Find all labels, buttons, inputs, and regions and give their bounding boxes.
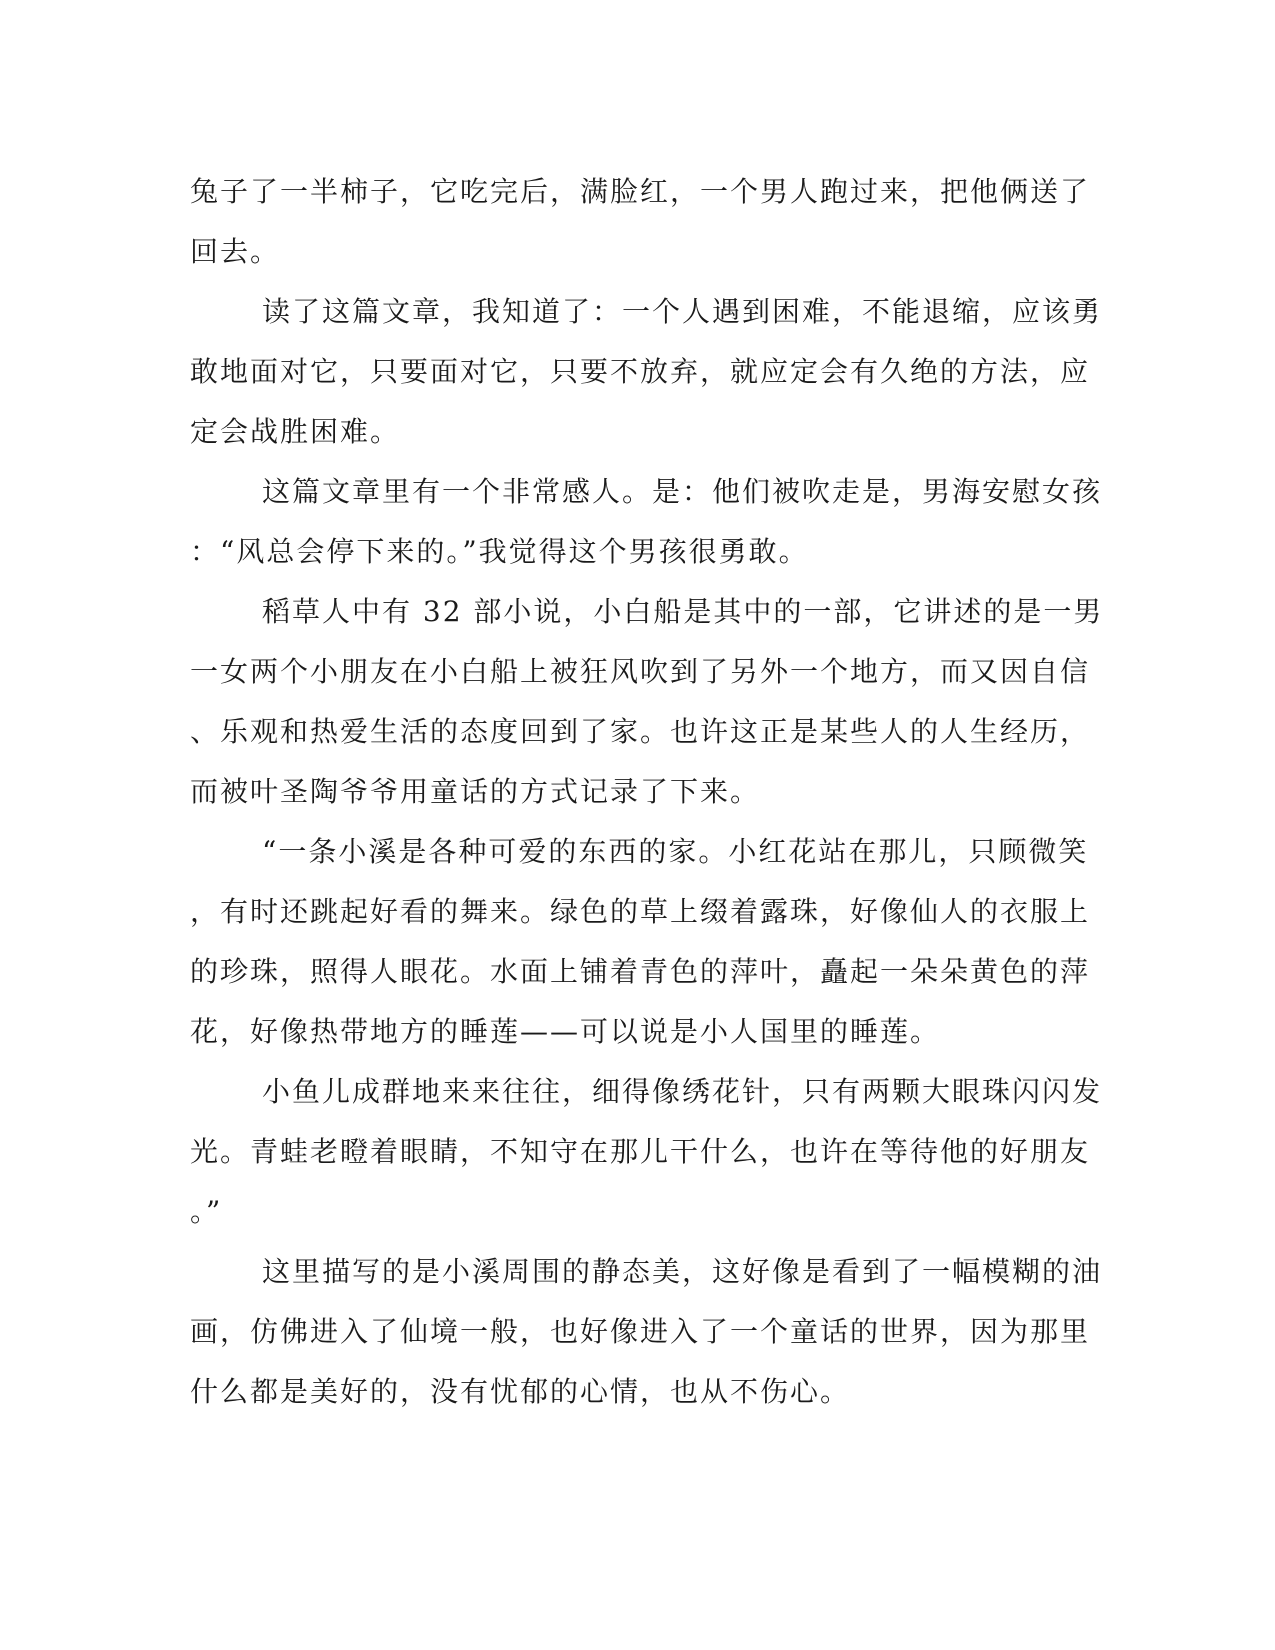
- text-line-3: 读了这篇文章，我知道了：一个人遇到困难，不能退缩，应该勇: [262, 295, 1103, 328]
- text-line-7: ：“风总会停下来的。”我觉得这个男孩很勇敢。: [190, 535, 809, 568]
- text-line-2: 回去。: [190, 235, 281, 268]
- text-line-4: 敢地面对它，只要面对它，只要不放弃，就应定会有久绝的方法，应: [190, 355, 1091, 388]
- text-line-20: 画，仿佛进入了仙境一般，也好像进入了一个童话的世界，因为那里: [190, 1315, 1091, 1348]
- body-text: [190, 162, 1104, 1422]
- text-line-12: “一条小溪是各种可爱的东西的家。小红花站在那儿，只顾微笑: [262, 835, 1089, 868]
- text-line-10: 、乐观和热爱生活的态度回到了家。也许这正是某些人的人生经历，: [190, 715, 1091, 748]
- text-line-5: 定会战胜困难。: [190, 415, 401, 448]
- text-line-1: 兔子了一半柿子，它吃完后，满脸红，一个男人跑过来，把他俩送了: [190, 175, 1091, 208]
- text-line-14: 的珍珠，照得人眼花。水面上铺着青色的萍叶，矗起一朵朵黄色的萍: [190, 955, 1091, 988]
- text-line-15: 花，好像热带地方的睡莲——可以说是小人国里的睡莲。: [190, 1015, 941, 1048]
- text-line-18: 。”: [190, 1195, 223, 1228]
- text-line-17: 光。青蛙老瞪着眼睛，不知守在那儿干什么，也许在等待他的好朋友: [190, 1135, 1091, 1168]
- text-line-16: 小鱼儿成群地来来往往，细得像绣花针，只有两颗大眼珠闪闪发: [262, 1075, 1103, 1108]
- text-line-19: 这里描写的是小溪周围的静态美，这好像是看到了一幅模糊的油: [262, 1255, 1103, 1288]
- text-line-13: ，有时还跳起好看的舞来。绿色的草上缀着露珠，好像仙人的衣服上: [190, 895, 1091, 928]
- text-line-6: 这篇文章里有一个非常感人。是：他们被吹走是，男海安慰女孩: [262, 475, 1103, 508]
- text-line-11: 而被叶圣陶爷爷用童话的方式记录了下来。: [190, 775, 761, 808]
- text-line-8: 稻草人中有 32 部小说，小白船是其中的一部，它讲述的是一男: [262, 595, 1104, 628]
- text-line-21: 什么都是美好的，没有忧郁的心情，也从不伤心。: [190, 1375, 851, 1408]
- text-line-9: 一女两个小朋友在小白船上被狂风吹到了另外一个地方，而又因自信: [190, 655, 1091, 688]
